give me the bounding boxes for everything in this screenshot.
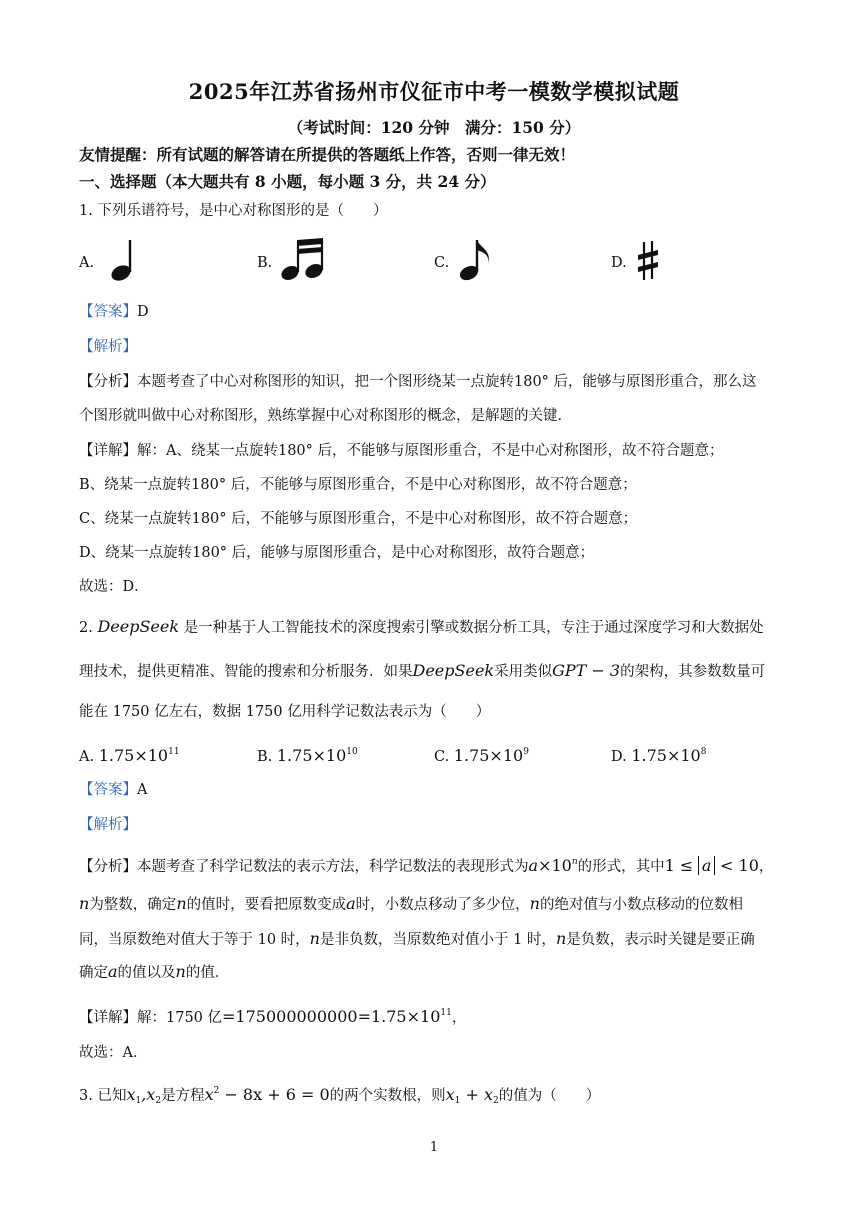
fenxi-text: 是负数，表示时关键是要正确 xyxy=(566,932,755,948)
q1-answer xyxy=(79,302,149,322)
math-exponent: 2 xyxy=(213,1086,220,1096)
page-title: 2025年江苏省扬州市仪征市中考一模数学模拟试题 xyxy=(188,79,680,104)
math-subscript: 2 xyxy=(493,1096,499,1106)
math-exponent: n xyxy=(571,857,578,867)
q1-option-a-label: A. xyxy=(79,255,95,271)
answer-value: D xyxy=(137,304,149,320)
option-label: B. xyxy=(257,749,273,765)
q1-option-d-label: D. xyxy=(611,255,627,271)
q1-fenxi-line2: 个图形就叫做中心对称图形，熟练掌握中心对称图形的概念，是解题的关键． xyxy=(79,408,572,424)
answer-tag: 【答案】 xyxy=(79,304,137,320)
quarter-note-icon xyxy=(103,236,137,286)
math-var: ,x xyxy=(141,1085,156,1104)
option-exponent: 10 xyxy=(346,747,358,757)
q2-stem-line2 xyxy=(79,661,765,682)
eighth-note-icon xyxy=(458,236,496,284)
q2-option-d xyxy=(611,742,706,767)
q1-line-c: C、绕某一点旋转180° 后，不能够与原图形重合，不是中心对称图形，故不符合题意； xyxy=(79,511,638,527)
q2-conclusion: 故选：A． xyxy=(79,1045,148,1061)
q1-stem: 1. 下列乐谱符号，是中心对称图形的是（ ） xyxy=(79,203,388,219)
q1-option-c-label: C. xyxy=(434,255,450,271)
math-subscript: 1 xyxy=(454,1096,461,1106)
math-var: a xyxy=(108,962,118,981)
q2-stem-line3: 能在 1750 亿左右，数据 1750 亿用科学记数法表示为（ ） xyxy=(79,704,491,720)
punct: ， xyxy=(451,1010,467,1026)
reminder: 友情提醒：所有试题的解答请在所提供的答题纸上作答，否则一律无效！ xyxy=(79,145,576,164)
fenxi-text: 确定 xyxy=(79,965,108,981)
q3-number: 3. 已知 xyxy=(79,1088,127,1104)
deepseek-term: DeepSeek xyxy=(412,661,495,680)
q2-stem-text: 理技术，提供更精准、智能的搜索和分析服务．如果 xyxy=(79,664,413,680)
beamed-sixteenth-notes-icon xyxy=(278,236,330,284)
q1-analysis-tag: 【解析】 xyxy=(79,339,137,355)
equation: − 8x + 6 = 0 xyxy=(219,1085,330,1104)
math-var: a xyxy=(528,856,539,875)
option-value: 1.75×10 xyxy=(98,746,169,765)
exam-info: （考试时间：120 分钟 满分：150 分） xyxy=(287,118,581,137)
math-var: n xyxy=(529,894,540,913)
q2-stem-line1 xyxy=(79,617,764,638)
math-subscript: 2 xyxy=(155,1096,162,1106)
punct: ， xyxy=(758,859,774,875)
q2-stem-text: 的架构，其参数数量可 xyxy=(620,664,766,680)
abs-value xyxy=(698,856,716,875)
answer-value: A xyxy=(137,782,148,798)
xiangjie-text: 解：A、绕某一点旋转180° 后，不能够与原图形重合，不是中心对称图形，故不符合题意； xyxy=(137,443,724,459)
math-var: n xyxy=(309,929,320,948)
q2-xiangjie xyxy=(79,1003,466,1028)
fenxi-text: 的值． xyxy=(185,965,230,981)
math-var: a xyxy=(346,894,356,913)
fenxi-text: 的值时，要看把原数变成 xyxy=(186,897,347,913)
q2-fenxi-line3 xyxy=(79,929,755,950)
q1-fenxi-line1 xyxy=(79,372,757,392)
math-var: x xyxy=(445,1085,455,1104)
q1-conclusion: 故选：D． xyxy=(79,579,149,595)
math-expr: < 10 xyxy=(720,856,759,875)
fenxi-text: 是非负数，当原数绝对值小于 1 时， xyxy=(319,932,556,948)
fenxi-tag: 【分析】 xyxy=(79,859,137,875)
fenxi-text: 时，小数点移动了多少位， xyxy=(355,897,530,913)
q3-text: 是方程 xyxy=(161,1088,205,1104)
q2-analysis-tag: 【解析】 xyxy=(79,817,137,833)
option-exponent: 8 xyxy=(700,747,707,757)
math-var: + x xyxy=(460,1085,493,1104)
sharp-sign-icon xyxy=(636,240,660,282)
q1-line-d: D、绕某一点旋转180° 后，能够与原图形重合，是中心对称图形，故符合题意； xyxy=(79,545,595,561)
q2-option-b xyxy=(257,742,358,767)
math-var: x xyxy=(204,1085,214,1104)
q2-stem-text: 是一种基于人工智能技术的深度搜索引擎或数据分析工具，专注于通过深度学习和大数据处 xyxy=(183,620,764,636)
fenxi-text: 的形式，其中 xyxy=(577,859,665,875)
page-number: 1 xyxy=(429,1140,439,1155)
xiangjie-tag: 【详解】 xyxy=(79,1010,137,1026)
option-exponent: 11 xyxy=(168,747,180,757)
math-exponent: 11 xyxy=(440,1008,452,1018)
q2-option-c xyxy=(434,742,529,767)
xiangjie-text: 解：1750 亿 xyxy=(137,1010,223,1026)
math-var: n xyxy=(79,894,90,913)
q2-number: 2. xyxy=(79,620,93,636)
math-var: n xyxy=(175,962,186,981)
math-expr: ×10 xyxy=(538,856,572,875)
q3-text: 的两个实数根，则 xyxy=(329,1088,446,1104)
fenxi-text: 同，当原数绝对值大于等于 10 时， xyxy=(79,932,310,948)
q2-stem-text: 采用类似 xyxy=(494,664,553,680)
option-label: D. xyxy=(611,749,627,765)
q3-text: 的值为（ ） xyxy=(498,1088,601,1104)
q1-xiangjie-line1 xyxy=(79,441,724,461)
answer-tag: 【答案】 xyxy=(79,782,137,798)
fenxi-text: 为整数，确定 xyxy=(89,897,177,913)
option-label: C. xyxy=(434,749,450,765)
math-var: a xyxy=(701,856,712,875)
q2-option-a xyxy=(79,742,180,767)
q3-stem xyxy=(79,1081,600,1111)
fenxi-tag: 【分析】 xyxy=(79,374,137,390)
section-heading: 一、选择题（本大题共有 8 小题，每小题 3 分，共 24 分） xyxy=(79,172,496,191)
math-var: n xyxy=(555,929,567,948)
q2-fenxi-line1 xyxy=(79,852,773,877)
math-expr: 1 ≤ xyxy=(664,856,694,875)
q2-fenxi-line4 xyxy=(79,962,229,983)
fenxi-text: 本题考查了科学记数法的表示方法，科学记数法的表现形式为 xyxy=(137,859,529,875)
q1-option-b-label: B. xyxy=(257,255,273,271)
option-value: 1.75×10 xyxy=(631,746,701,765)
math-expr: =175000000000=1.75×10 xyxy=(222,1007,441,1026)
gpt3-term: GPT − 3 xyxy=(552,661,621,680)
option-label: A. xyxy=(79,749,95,765)
q2-fenxi-line2 xyxy=(79,894,743,915)
fenxi-text: 的值以及 xyxy=(117,965,176,981)
deepseek-term: DeepSeek xyxy=(97,617,180,636)
math-var: x xyxy=(126,1085,136,1104)
q2-answer xyxy=(79,780,147,800)
fenxi-text: 本题考查了中心对称图形的知识，把一个图形绕某一点旋转180° 后，能够与原图形重合，那么这 xyxy=(137,374,757,390)
option-value: 1.75×10 xyxy=(453,746,524,765)
option-exponent: 9 xyxy=(523,747,529,757)
xiangjie-tag: 【详解】 xyxy=(79,443,137,459)
option-value: 1.75×10 xyxy=(276,746,347,765)
math-var: n xyxy=(176,894,187,913)
q1-line-b: B、绕某一点旋转180° 后，不能够与原图形重合，不是中心对称图形，故不符合题意； xyxy=(79,477,637,493)
math-subscript: 1 xyxy=(135,1096,142,1106)
fenxi-text: 的绝对值与小数点移动的位数相 xyxy=(539,897,743,913)
